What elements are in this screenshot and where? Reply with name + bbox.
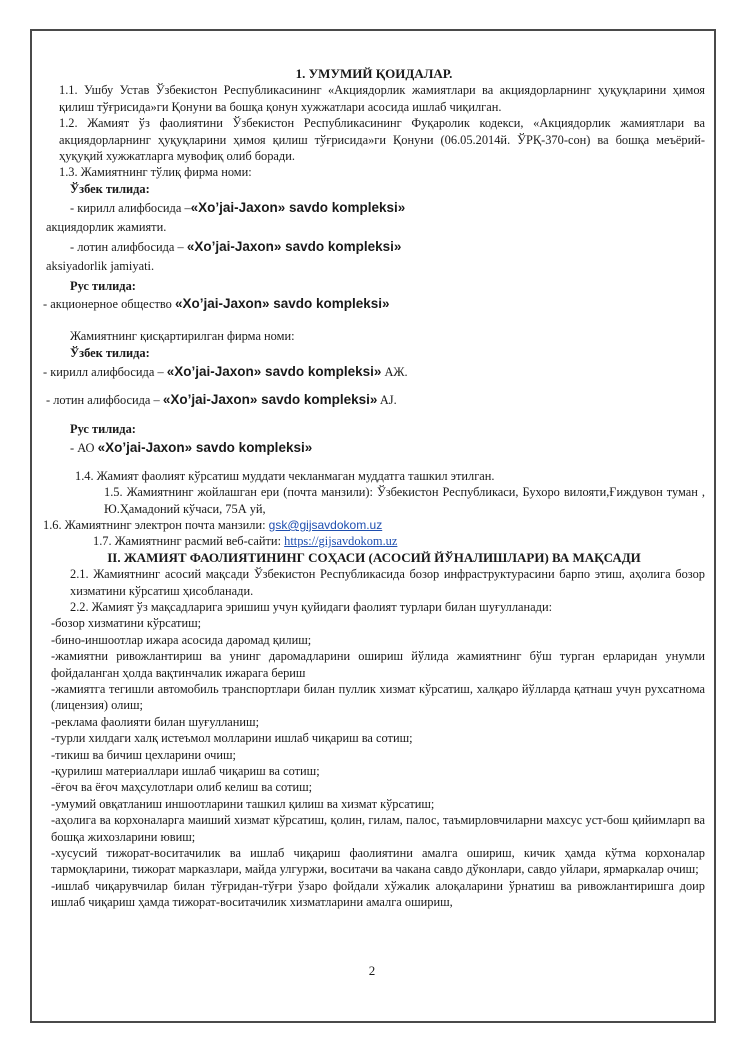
- paragraph-1-4: 1.4. Жамият фаолият кўрсатиш муддати чекланмаган муддатга ташкил этилган.: [75, 468, 495, 483]
- cyrillic-prefix: - кирилл алифбосида –: [43, 365, 164, 380]
- company-name: «Xo’jai-Jaxon» savdo kompleksi»: [174, 296, 390, 312]
- list-item: -хусусий тижорат-воситачилик ва ишлаб чиқариш фаолиятини амалга ошириш, кичик ҳамда кўтма корхоналар тармоқларини, тижорат марказлари, майда улгуржи, воситачи ва чакана савдо дўконлари, савдо уйлари, ярмаркалар очиш;: [51, 846, 705, 877]
- list-item: -жамиятни ривожлантириш ва унинг даромадларини ошириш йўлида жамиятнинг бўш турган ерларидан унумли фойдаланган ҳолда вақтинчалик ижарага бериш: [51, 649, 705, 680]
- section-2-heading: II. ЖАМИЯТ ФАОЛИЯТИНИНГ СОҲАСИ (АСОСИЙ ЙЎНАЛИШЛАРИ) ВА МАҚСАДИ: [107, 549, 641, 565]
- paragraph-1-3: 1.3. Жамиятнинг тўлиқ фирма номи:: [59, 165, 252, 180]
- list-item: -ёғоч ва ёғоч маҳсулотлари олиб келиш ва сотиш;: [51, 780, 313, 795]
- paragraph-1-5: 1.5. Жамиятнинг жойлашган ери (почта манзили): Ўзбекистон Республикаси, Бухоро вилояти,Ғиждувон туман , Ю.Ҳамадоний кўчаси, 75А уй,: [104, 485, 705, 516]
- russian-short-prefix: - АО: [70, 440, 95, 455]
- list-item: -ишлаб чиқарувчилар билан тўғридан-тўғри ўзаро фойдали хўжалик алоқаларини ўрнатиш ва ривожлантиришга доир ишлаб чиқариш ҳамда тижорат-воситачилик хизматларини амалга ошириш,: [51, 878, 705, 910]
- website-label: 1.7. Жамиятнинг расмий веб-сайти:: [93, 534, 282, 549]
- latin-prefix: - лотин алифбосида –: [46, 393, 160, 408]
- company-name: «Xo’jai-Jaxon» savdo kompleksi»: [166, 364, 382, 380]
- list-item: -тикиш ва бичиш цехларини очиш;: [51, 747, 236, 762]
- list-item: -бино-иншоотлар ижара асосида даромад қилиш;: [51, 632, 312, 647]
- company-name: «Xo’jai-Jaxon» savdo kompleksi»: [97, 439, 313, 455]
- short-name-cyrillic: [43, 361, 705, 383]
- russian-prefix: - акционерное общество: [43, 297, 172, 312]
- list-item: -турли хилдаги халқ истеъмол молларини ишлаб чиқариш ва сотиш;: [51, 731, 413, 746]
- full-name-cyrillic-suffix: акциядорлик жамияти.: [46, 220, 167, 235]
- short-name-title: Жамиятнинг қисқартирилган фирма номи:: [70, 329, 295, 344]
- list-item: -умумий овқатланиш иншоотларини ташкил қилиш ва хизмат кўрсатиш;: [51, 796, 435, 811]
- paragraph-2-2: 2.2. Жамият ўз мақсадларига эришиш учун қуйидаги фаолият турлари билан шуғулланади:: [70, 599, 553, 614]
- list-item: -қурилиш материаллари ишлаб чиқариш ва сотиш;: [51, 764, 320, 778]
- list-item: -аҳолига ва корхоналарга маиший хизмат кўрсатиш, қолин, гилам, палос, таъмирловчиларни махсус уст-бош қийимларп ва бошқа жихозларини ювиш;: [51, 813, 705, 844]
- company-name: «Xo’jai-Jaxon» savdo kompleksi»: [162, 392, 378, 408]
- cyrillic-prefix: - кирилл алифбосида –: [70, 201, 191, 216]
- full-name-latin: [43, 236, 705, 258]
- short-latin-suffix: AJ.: [379, 393, 397, 408]
- latin-prefix: - лотин алифбосида –: [70, 239, 184, 254]
- list-item: -реклама фаолияти билан шуғулланиш;: [51, 714, 260, 729]
- paragraph-1-2: 1.2. Жамият ўз фаолиятини Ўзбекистон Республикасининг Фуқаролик кодекси, «Акциядорлик жамиятлари ва акциядорларнинг ҳуқуқларини ҳимоя қилиш тўғрисида»ги Қонуни (06.05.2014й. ЎРҚ-370-сон) ва бошқа меъёрий-ҳуқуқий хужжатларга мувофиқ олиб боради.: [59, 116, 705, 164]
- uzbek-language-label: Ўзбек тилида:: [70, 181, 150, 196]
- paragraph-2-1: 2.1. Жамиятнинг асосий мақсади Ўзбекистон Республикасида бозор инфраструктурасини барпо этиш, аҳолига бозор хизматини кўрсатиш ҳисобланади.: [70, 567, 705, 598]
- short-name-latin: [43, 389, 705, 411]
- full-name-russian: [43, 294, 705, 314]
- list-item: -бозор хизматини кўрсатиш;: [51, 616, 202, 631]
- russian-language-label: Рус тилида:: [70, 279, 136, 294]
- section-1-heading: 1. УМУМИЙ ҚОИДАЛАР.: [295, 66, 453, 81]
- short-cyrillic-suffix: АЖ.: [384, 365, 408, 380]
- short-name-russian: [43, 438, 705, 458]
- page-number: 2: [368, 963, 376, 978]
- list-item: -жамиятга тегишли автомобиль транспортлари билан пуллик хизмат кўрсатиш, халқаро йўлларда қатнаш учун рухсатнома (лицензия) олиш;: [51, 681, 705, 713]
- paragraph-1-7: [43, 533, 705, 549]
- company-name: «Xo’jai-Jaxon» savdo kompleksi»: [186, 238, 402, 254]
- russian-language-label-short: Рус тилида:: [70, 422, 136, 437]
- full-name-cyrillic: [43, 197, 705, 219]
- document-body: [43, 66, 705, 911]
- paragraph-1-1: 1.1. Ушбу Устав Ўзбекистон Республикасининг «Акциядорлик жамиятлари ва акциядорларнинг ҳуқуқларини ҳимоя қилиш тўғрисида»ги Қонуни ва бошқа қонун хужжатлари асосида ишлаб чиқилган.: [59, 83, 705, 114]
- email-label: 1.6. Жамиятнинг электрон почта манзили:: [43, 517, 266, 532]
- email-link[interactable]: gsk@gijsavdokom.uz: [268, 517, 383, 532]
- paragraph-1-6: [43, 517, 705, 533]
- company-name: «Xo’jai-Jaxon» savdo kompleksi»: [190, 200, 406, 216]
- full-name-latin-suffix: aksiyadorlik jamiyati.: [46, 258, 155, 273]
- website-link[interactable]: https://gijsavdokom.uz: [284, 534, 398, 549]
- uzbek-language-label-short: Ўзбек тилида:: [70, 345, 150, 360]
